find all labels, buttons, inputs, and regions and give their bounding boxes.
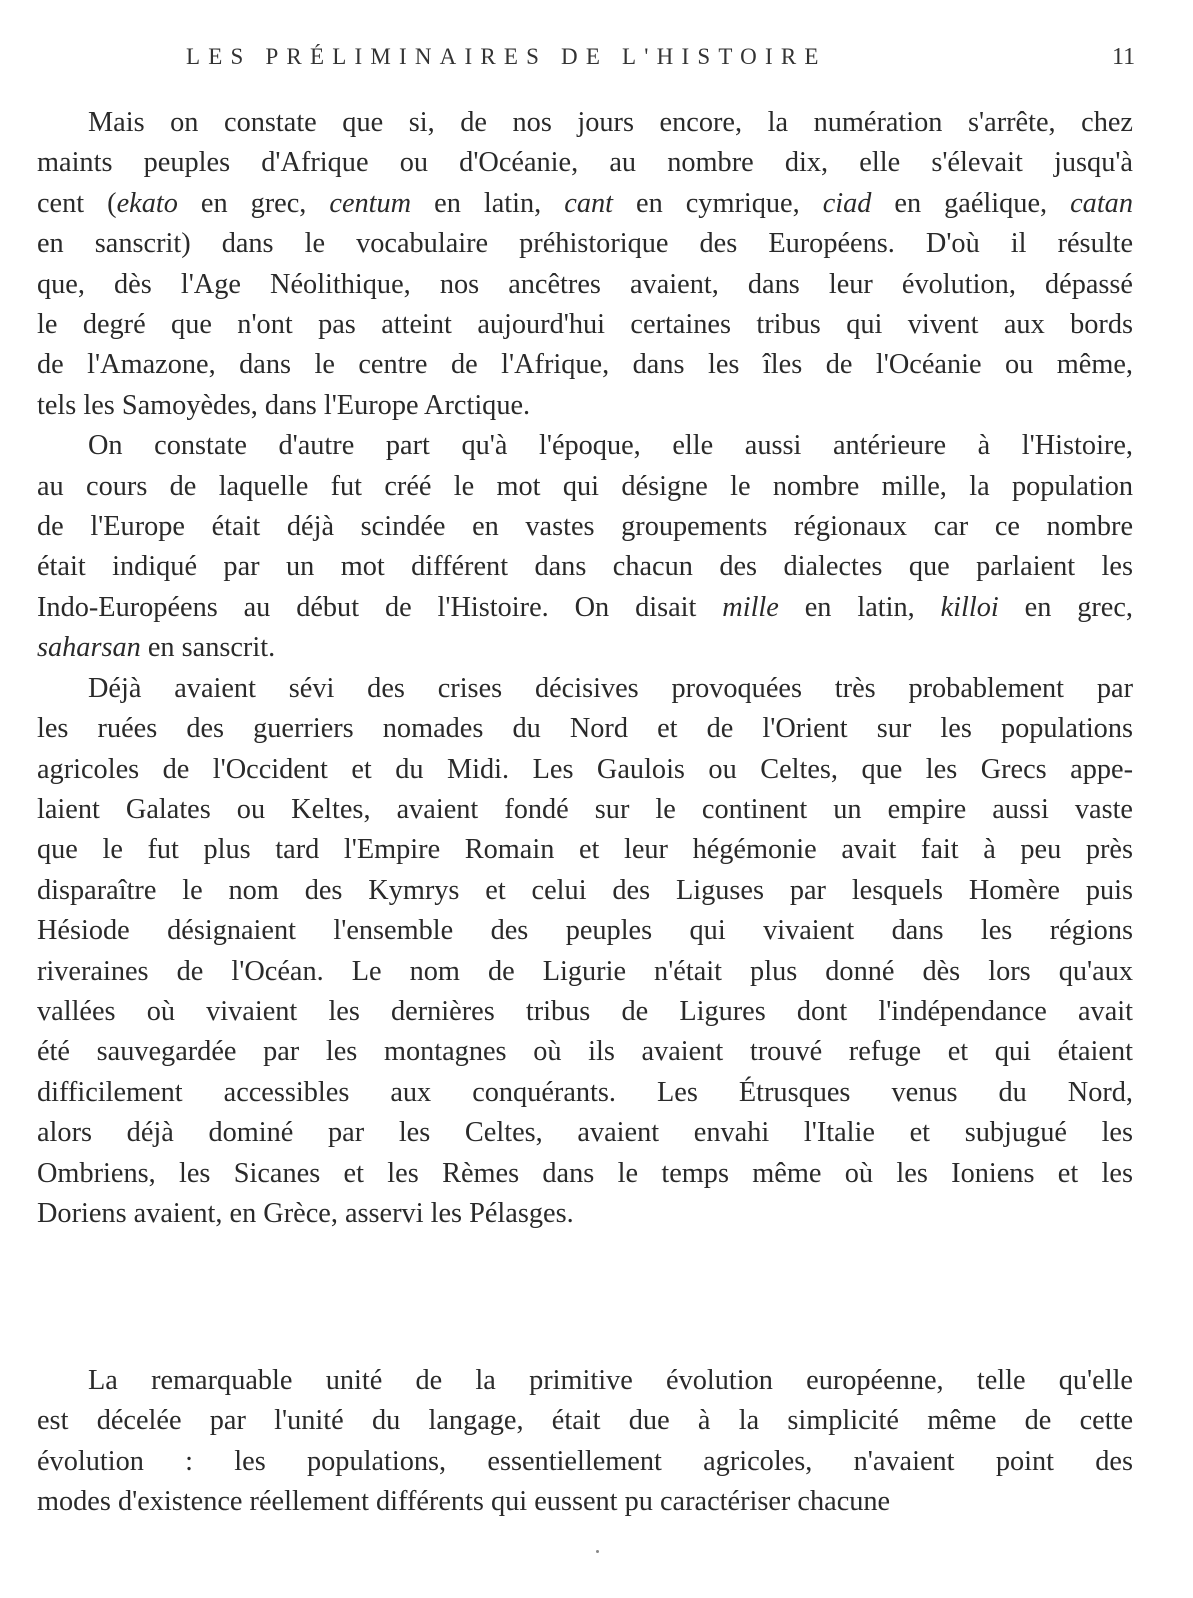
text-line: [37, 426, 1133, 466]
text-run: en grec,: [177, 187, 330, 219]
text-run: Ombriens, les Sicanes et les Rèmes dans le temps même où les Ioniens et les: [37, 1157, 1133, 1189]
text-run: difficilement accessibles aux conquérants. Les Étrusques venus du Nord,: [37, 1076, 1133, 1108]
text-run: vallées où vivaient les dernières tribus de Ligures dont l'indépendance avait: [37, 995, 1133, 1027]
text-line: [37, 790, 1133, 830]
page-number: 11: [1112, 44, 1136, 70]
text-line: [37, 1032, 1133, 1072]
paragraph-unite: [37, 1361, 1133, 1523]
text-run: de l'Europe était déjà scindée en vastes groupements régionaux car ce nombre: [37, 511, 1133, 543]
text-line: [37, 750, 1133, 790]
text-line: [37, 588, 1133, 628]
italic-term: saharsan: [37, 632, 141, 664]
text-run: maints peuples d'Afrique ou d'Océanie, au nombre dix, elle s'élevait jusqu'à: [37, 147, 1133, 179]
text-line: [37, 669, 1133, 709]
text-run: en gaélique,: [871, 187, 1071, 219]
italic-term: ekato: [116, 187, 178, 219]
text-run: en sanscrit) dans le vocabulaire préhistorique des Européens. D'où il résulte: [37, 228, 1133, 260]
text-line: [37, 345, 1133, 385]
paragraph-crises: [37, 669, 1133, 1235]
italic-term: catan: [1070, 187, 1133, 219]
text-run: cent (: [37, 187, 117, 219]
text-run: Mais on constate que si, de nos jours encore, la numération s'arrête, chez: [88, 107, 1133, 138]
text-run: Doriens avaient, en Grèce, asservi les Pélasges.: [37, 1197, 574, 1229]
text-line: [37, 547, 1133, 587]
text-line: [37, 911, 1133, 951]
text-run: tels les Samoyèdes, dans l'Europe Arctique.: [37, 389, 531, 421]
running-title: LES PRÉLIMINAIRES DE L'HISTOIRE: [186, 44, 827, 69]
text-line: [37, 992, 1133, 1032]
text-run: Hésiode désignaient l'ensemble des peuples qui vivaient dans les régions: [37, 915, 1133, 947]
paragraph-numeration: [37, 103, 1133, 426]
text-line: [37, 265, 1133, 305]
text-run: évolution : les populations, essentiellement agricoles, n'avaient point des: [37, 1445, 1133, 1477]
text-line: [37, 1113, 1133, 1153]
text-run: en grec,: [998, 591, 1133, 623]
text-line: [37, 1154, 1133, 1194]
text-line: [37, 467, 1133, 507]
text-run: de l'Amazone, dans le centre de l'Afrique, dans les îles de l'Océanie ou même,: [37, 349, 1133, 381]
text-run: en latin,: [411, 187, 565, 219]
text-run: agricoles de l'Occident et du Midi. Les Gaulois ou Celtes, que les Grecs appe-: [37, 753, 1133, 785]
text-line: [37, 871, 1133, 911]
text-line: [37, 709, 1133, 749]
text-line: [37, 386, 1133, 426]
text-run: été sauvegardée par les montagnes où ils avaient trouvé refuge et qui étaient: [37, 1036, 1133, 1068]
text-line: [37, 103, 1133, 143]
text-run: On constate d'autre part qu'à l'époque, elle aussi antérieure à l'Histoire,: [88, 430, 1133, 462]
text-run: disparaître le nom des Kymrys et celui des Liguses par lesquels Homère puis: [37, 874, 1133, 906]
text-run: le degré que n'ont pas atteint aujourd'hui certaines tribus qui vivent aux bords: [37, 309, 1133, 341]
text-line: [37, 1361, 1133, 1401]
text-run: laient Galates ou Keltes, avaient fondé sur le continent un empire aussi vaste: [37, 793, 1133, 825]
text-line: [37, 1401, 1133, 1441]
text-run: était indiqué par un mot différent dans chacun des dialectes que parlaient les: [37, 551, 1133, 583]
text-run: en latin,: [778, 591, 941, 623]
text-run: au cours de laquelle fut créé le mot qui désigne le nombre mille, la population: [37, 470, 1133, 502]
body-text-lower: [37, 1361, 1133, 1523]
text-run: alors déjà dominé par les Celtes, avaient envahi l'Italie et subjugué les: [37, 1117, 1133, 1149]
text-line: [37, 143, 1133, 183]
text-line: [37, 305, 1133, 345]
text-run: en cymrique,: [612, 187, 823, 219]
text-line: [37, 224, 1133, 264]
body-text-upper: [37, 103, 1133, 1234]
text-line: [37, 830, 1133, 870]
text-run: Déjà avaient sévi des crises décisives provoquées très probablement par: [88, 672, 1133, 704]
text-run: les ruées des guerriers nomades du Nord et de l'Orient sur les populations: [37, 713, 1133, 745]
text-line: [37, 1194, 1133, 1234]
text-run: Indo-Européens au début de l'Histoire. On disait: [37, 591, 723, 623]
italic-term: cant: [564, 187, 613, 219]
text-run: en sanscrit.: [140, 632, 276, 664]
text-line: [37, 1073, 1133, 1113]
text-line: [37, 628, 1133, 668]
text-run: riveraines de l'Océan. Le nom de Ligurie n'était plus donné dès lors qu'aux: [37, 955, 1133, 987]
italic-term: centum: [329, 187, 412, 219]
text-run: que, dès l'Age Néolithique, nos ancêtres avaient, dans leur évolution, dépassé: [37, 268, 1133, 300]
paragraph-mille: [37, 426, 1133, 668]
text-line: [37, 507, 1133, 547]
text-line: [37, 1482, 1133, 1522]
text-line: [37, 952, 1133, 992]
italic-term: mille: [722, 591, 779, 623]
text-line: [37, 184, 1133, 224]
text-run: La remarquable unité de la primitive évolution européenne, telle qu'elle: [88, 1365, 1133, 1396]
text-line: [37, 1442, 1133, 1482]
italic-term: killoi: [940, 591, 999, 623]
print-speck: [596, 1550, 599, 1553]
italic-term: ciad: [822, 187, 872, 219]
text-run: modes d'existence réellement différents qui eussent pu caractériser chacune: [37, 1486, 891, 1518]
text-run: est décelée par l'unité du langage, était due à la simplicité même de cette: [37, 1405, 1133, 1437]
text-run: que le fut plus tard l'Empire Romain et leur hégémonie avait fait à peu près: [37, 834, 1133, 866]
